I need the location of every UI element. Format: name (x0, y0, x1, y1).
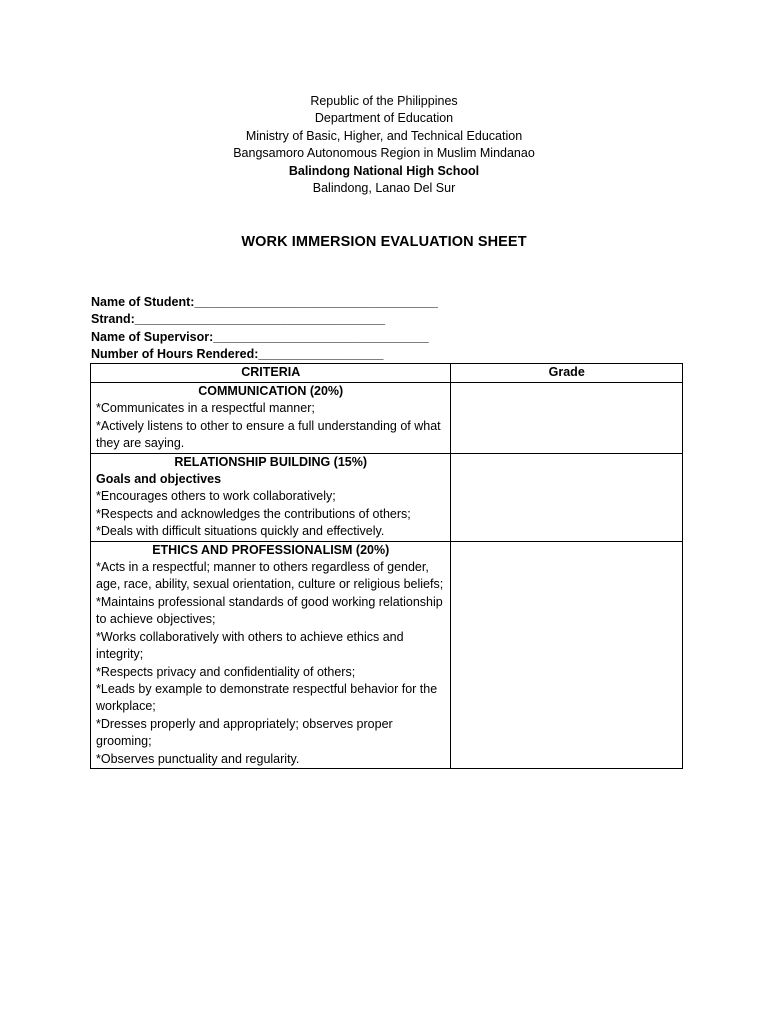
header-department: Department of Education (314, 111, 454, 126)
criteria-item: *Acts in a respectful; manner to others regardless of gender, age, race, ability, sexual orientation, culture or religious beliefs; (96, 560, 444, 592)
student-name-field[interactable]: Name of Student:___________________________________ (91, 295, 438, 309)
header-country: Republic of the Philippines (310, 94, 458, 108)
criteria-item: *Dresses properly and appropriately; observes proper grooming; (96, 716, 393, 749)
section-title: RELATIONSHIP BUILDING (15%) (174, 454, 368, 469)
document-title: WORK IMMERSION EVALUATION SHEET (241, 234, 527, 250)
grade-column-header: Grade (451, 364, 683, 383)
supervisor-name-field[interactable]: Name of Supervisor:_______________________________ (91, 329, 429, 344)
criteria-item: *Actively listens to other to ensure a full understanding of what they are saying. (96, 418, 441, 451)
criteria-cell-communication (91, 383, 451, 454)
criteria-item: *Encourages others to work collaboratively; (96, 489, 336, 504)
criteria-item: *Leads by example to demonstrate respectful behavior for the workplace; (96, 681, 438, 714)
criteria-item: *Deals with difficult situations quickly and effectively. (96, 524, 385, 539)
evaluation-table (90, 363, 683, 769)
grade-cell-communication[interactable] (451, 383, 683, 454)
section-subtitle: Goals and objectives (96, 472, 222, 487)
header-school-name: Balindong National High School (288, 163, 480, 178)
table-row (91, 541, 683, 768)
header-region: Bangsamoro Autonomous Region in Muslim Mindanao (233, 146, 535, 161)
hours-rendered-field[interactable]: Number of Hours Rendered:__________________ (91, 347, 384, 362)
criteria-item: *Observes punctuality and regularity. (96, 751, 300, 766)
criteria-item: *Communicates in a respectful manner; (96, 401, 315, 416)
criteria-column-header: CRITERIA (91, 364, 451, 383)
letterhead (0, 93, 768, 197)
header-ministry: Ministry of Basic, Higher, and Technical Education (245, 128, 523, 143)
table-header-row (91, 364, 683, 383)
strand-field[interactable]: Strand:____________________________________ (91, 312, 386, 327)
section-title: COMMUNICATION (20%) (198, 384, 344, 398)
header-school-address: Balindong, Lanao Del Sur (312, 181, 456, 196)
grade-cell-relationship[interactable] (451, 453, 683, 541)
criteria-item: *Respects privacy and confidentiality of others; (96, 664, 356, 679)
criteria-item: *Maintains professional standards of good working relationship to achieve objectives; (96, 594, 443, 627)
section-title: ETHICS AND PROFESSIONALISM (20%) (152, 542, 390, 557)
criteria-cell-relationship (91, 453, 451, 541)
criteria-cell-ethics (91, 541, 451, 768)
criteria-item: *Respects and acknowledges the contributions of others; (96, 506, 411, 521)
grade-cell-ethics[interactable] (451, 541, 683, 768)
criteria-item: *Works collaboratively with others to achieve ethics and integrity; (96, 629, 404, 662)
table-row (91, 383, 683, 454)
student-info-fields (91, 294, 438, 364)
table-row (91, 453, 683, 541)
